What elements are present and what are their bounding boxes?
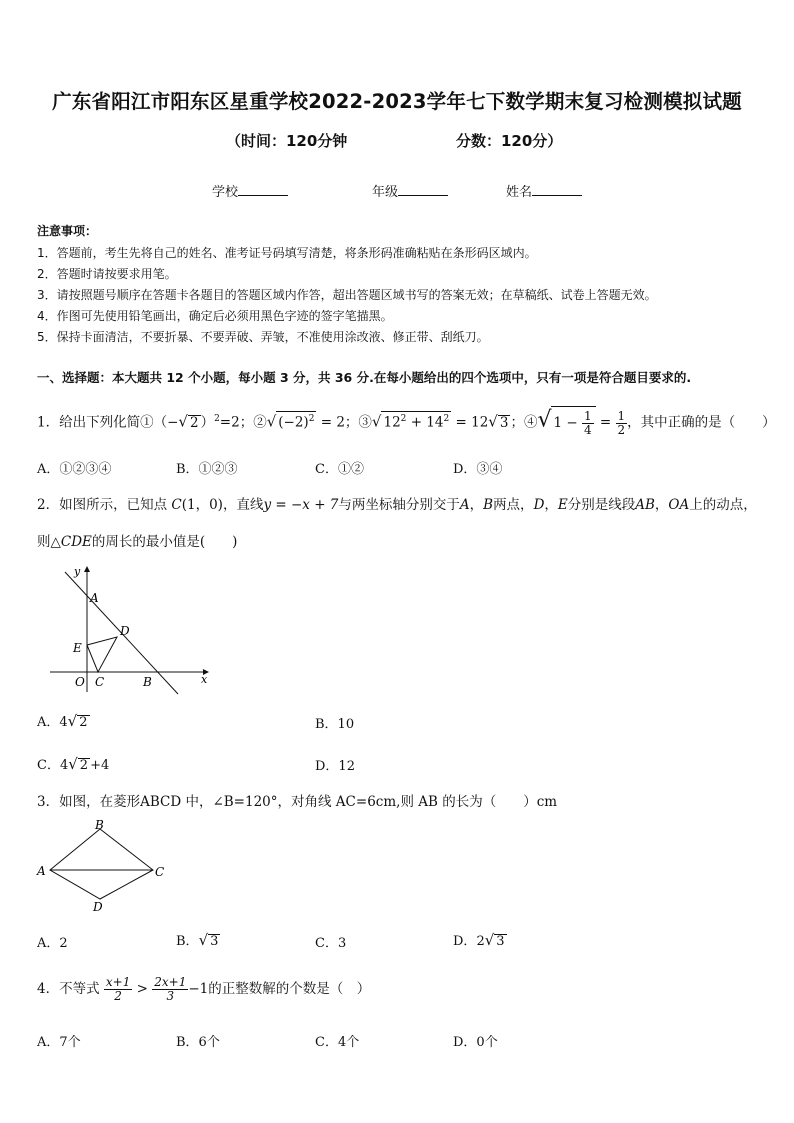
question-2-line2: 则△CDE的周长的最小值是( ) bbox=[37, 534, 238, 550]
notice-item: 2．答题时请按要求用笔。 bbox=[37, 267, 177, 281]
q3-option-c[interactable]: C．3 bbox=[315, 936, 347, 951]
notice-heading: 注意事项： bbox=[37, 224, 98, 238]
q2-option-d[interactable]: D．12 bbox=[315, 759, 355, 774]
grade-label: 年级 bbox=[372, 185, 399, 200]
notice-item: 1．答题前，考生先将自己的姓名、准考证号码填写清楚，将条形码准确粘贴在条形码区域内。 bbox=[37, 246, 537, 260]
q2-option-c[interactable]: C．4√ 2 +4 bbox=[37, 755, 110, 773]
q4-option-c[interactable]: C．4个 bbox=[315, 1035, 360, 1050]
question-3: 3．如图，在菱形ABCD 中，∠B=120°，对角线 AC=6cm,则 AB 的长为（ ）cm bbox=[37, 794, 558, 810]
rhombus-abcd bbox=[50, 829, 153, 899]
school-label: 学校 bbox=[212, 185, 239, 200]
label-x: x bbox=[201, 673, 208, 686]
question-1: 1．给出下列化简①（−√ 2 ）$^2$=2；②√ $(-2)^2 = 2$；③√ $12^2 + 14^2 = 12√$ 3 ；④√ 1 − $\frac{1}{4}$ = $\frac{1}{2}$ ，其中正确的是（ ） bbox=[37, 407, 776, 437]
q4-option-b[interactable]: B．6个 bbox=[176, 1035, 220, 1050]
section-heading: 一、选择题：本大题共 12 个小题，每小题 3 分，共 36 分.在每小题给出的四个选项中，只有一项是符合题目要求的. bbox=[37, 370, 692, 385]
q2-figure bbox=[45, 562, 215, 697]
q4-option-d[interactable]: D．0个 bbox=[453, 1035, 498, 1050]
grade-blank[interactable] bbox=[398, 183, 448, 196]
notice-item: 3．请按照题号顺序在答题卡各题目的答题区域内作答，超出答题区域书写的答案无效；在草稿纸、试卷上答题无效。 bbox=[37, 288, 657, 302]
q1-option-b[interactable]: B．①②③ bbox=[176, 462, 238, 477]
page-title: 广东省阳江市阳东区星重学校2022-2023学年七下数学期末复习检测模拟试题 bbox=[52, 90, 742, 113]
label-b: B bbox=[95, 818, 104, 832]
question-2-line1: 2．如图所示，已知点 C(1，0)，直线y = −x + 7与两坐标轴分别交于A，B两点，D，E分别是线段AB，OA上的动点， bbox=[37, 497, 757, 513]
triangle-cde bbox=[87, 637, 117, 672]
label-o: O bbox=[75, 675, 85, 689]
q3-option-b[interactable]: B．√ 3 bbox=[176, 931, 219, 949]
label-c: C bbox=[155, 865, 165, 879]
q1-option-d[interactable]: D．③④ bbox=[453, 462, 503, 477]
name-label: 姓名 bbox=[506, 185, 533, 200]
label-e: E bbox=[73, 641, 82, 655]
q4-option-a[interactable]: A．7个 bbox=[37, 1035, 81, 1050]
q1-option-c[interactable]: C．①② bbox=[315, 462, 364, 477]
q3-figure bbox=[35, 815, 175, 915]
q3-option-a[interactable]: A．2 bbox=[37, 936, 68, 951]
q3-option-d[interactable]: D．2√ 3 bbox=[453, 931, 505, 949]
notice-item: 5．保持卡面清洁，不要折暴、不要弄破、弄皱，不准使用涂改液、修正带、刮纸刀。 bbox=[37, 330, 489, 344]
school-field[interactable] bbox=[212, 181, 288, 200]
q1-option-a[interactable]: A．①②③④ bbox=[37, 462, 112, 477]
name-blank[interactable] bbox=[532, 183, 582, 196]
q2-option-a[interactable]: A．4√ 2 bbox=[37, 712, 88, 730]
grade-field[interactable] bbox=[372, 181, 448, 200]
label-b: B bbox=[143, 675, 152, 689]
q2-option-b[interactable]: B．10 bbox=[315, 717, 355, 732]
exam-score: 分数：120分） bbox=[456, 132, 563, 150]
label-a: A bbox=[90, 591, 99, 605]
label-d: D bbox=[93, 900, 103, 914]
y-axis-arrow bbox=[84, 566, 90, 572]
label-c: C bbox=[95, 675, 105, 689]
name-field[interactable] bbox=[506, 181, 582, 200]
question-4: 4．不等式 $\frac{x+1}{2}$ > $\frac{2x+1}{3}$ −1的正整数解的个数是（ ） bbox=[37, 975, 371, 1003]
school-blank[interactable] bbox=[238, 183, 288, 196]
notice-item: 4．作图可先使用铅笔画出，确定后必须用黑色字迹的签字笔描黑。 bbox=[37, 309, 393, 323]
exam-time: （时间：120分钟 bbox=[226, 132, 348, 150]
label-d: D bbox=[120, 624, 130, 638]
label-y: y bbox=[74, 565, 81, 578]
label-a: A bbox=[37, 864, 46, 878]
